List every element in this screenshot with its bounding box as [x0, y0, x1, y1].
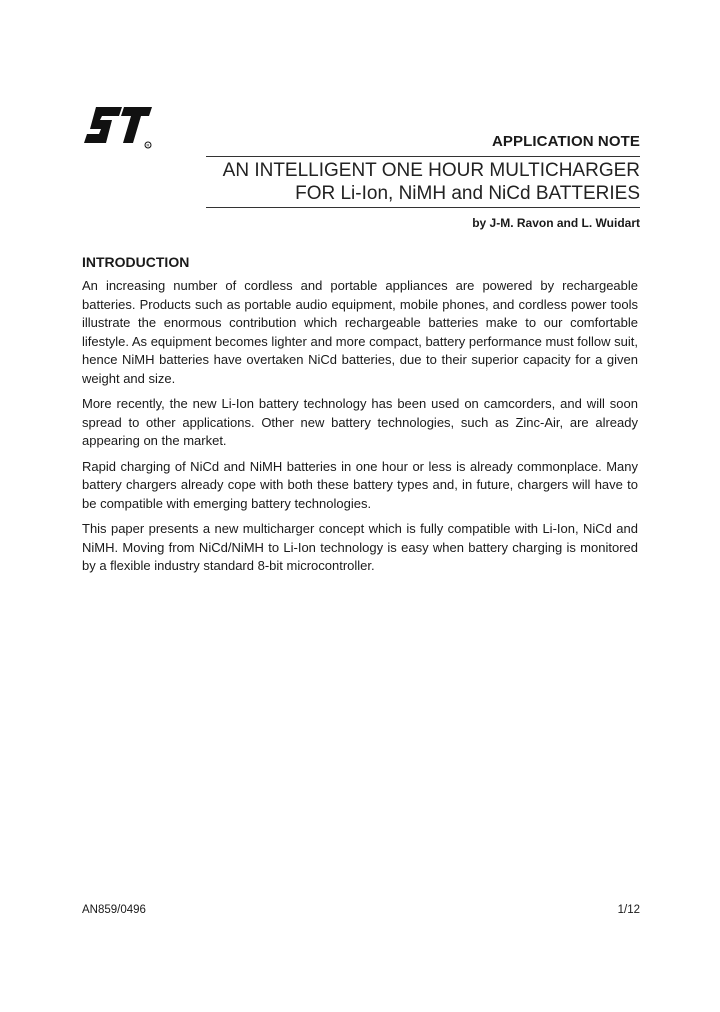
st-logo [82, 105, 154, 151]
paragraph: This paper presents a new multicharger concept which is fully compatible with Li-Ion, NiCd and NiMH. Moving from NiCd/NiMH to Li-Ion technology is easy when battery charging is monitored by a flexible industry standard 8-bit microcontroller. [82, 521, 638, 573]
page-title [223, 159, 640, 205]
svg-text:R: R [146, 142, 150, 148]
author-line: by J-M. Ravon and L. Wuidart [472, 216, 640, 230]
header-rule-bottom [206, 207, 640, 208]
document-type-label: APPLICATION NOTE [492, 133, 640, 150]
paragraph: An increasing number of cordless and portable appliances are powered by rechargeable batteries. Products such as portable audio equipment, mobile phones, and cordless power tools illustrate the enormous contribution which rechargeable batteries make to our comfortable lifestyle. As equipment becomes lighter and more compact, battery performance must follow suit, hence NiMH batteries have overtaken NiCd batteries, due to their superior capacity for a given weight and size. [82, 278, 638, 386]
paragraph: More recently, the new Li-Ion battery technology has been used on camcorders, and will soon spread to other applications. Other new battery technologies, such as Zinc-Air, are already appearing on the market. [82, 396, 638, 448]
title-line-1: AN INTELLIGENT ONE HOUR MULTICHARGER [222, 160, 640, 181]
document-code: AN859/0496 [82, 904, 146, 916]
section-heading: INTRODUCTION [82, 254, 190, 270]
section-body [82, 277, 638, 583]
title-line-2: FOR Li-Ion, NiMH and NiCd BATTERIES [295, 183, 640, 204]
header-rule-top [206, 156, 640, 157]
page-number: 1/12 [617, 904, 640, 916]
paragraph: Rapid charging of NiCd and NiMH batteries in one hour or less is already commonplace. Many battery chargers already cope with both these battery types and, in future, chargers will have to be compatible with emerging battery technologies. [82, 458, 638, 511]
